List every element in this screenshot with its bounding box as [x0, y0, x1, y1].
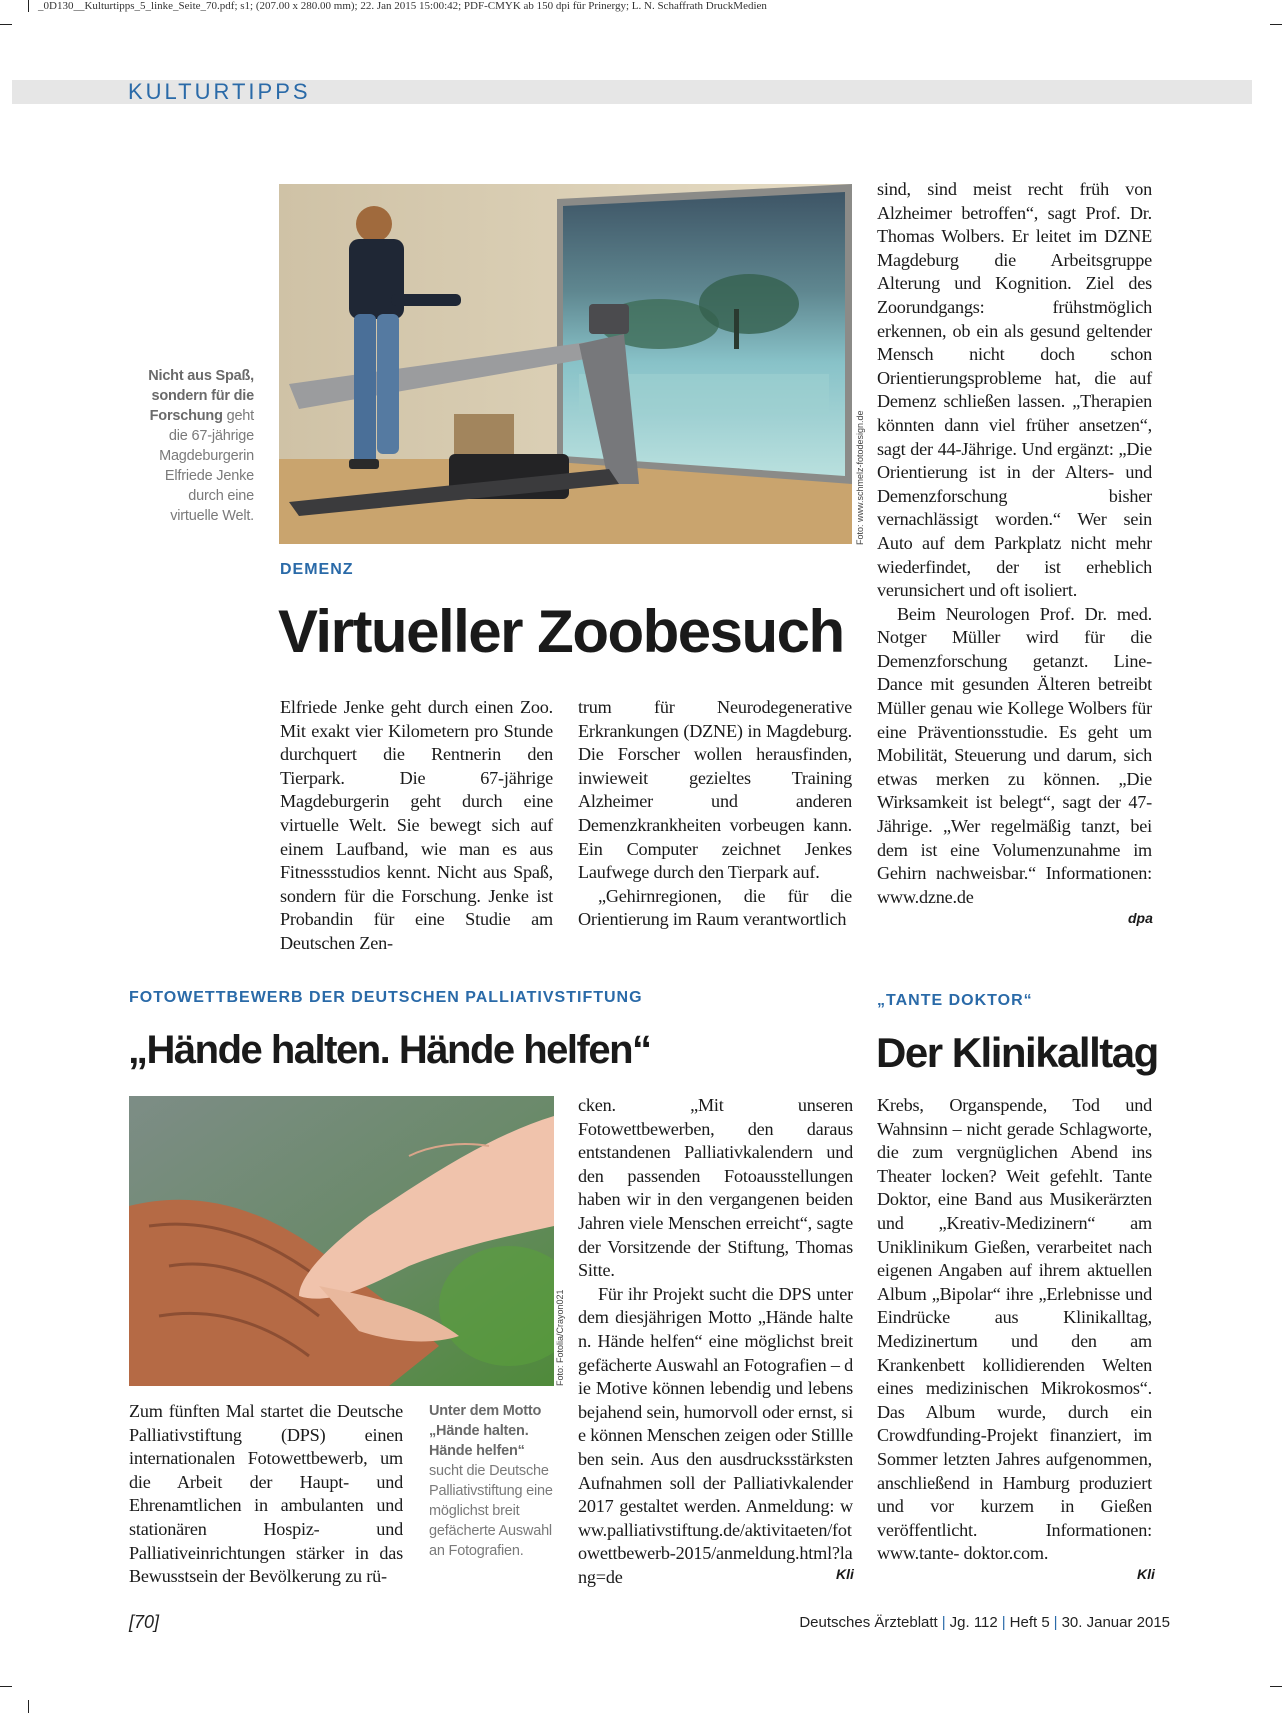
paragraph: „Gehirnregionen, die für die Orientierung im Raum verantwortlich — [578, 885, 852, 930]
article-column — [280, 696, 553, 956]
section-title: KULTURTIPPS — [128, 79, 311, 104]
photo-caption — [140, 366, 254, 526]
article-headline: Der Klinikalltag — [876, 1029, 1158, 1076]
paragraph: Zum fünften Mal startet die Deutsche Palliativstiftung (DPS) einen internationalen Fotowettbewerb, um die Arbeit der Haupt- und Ehrenamtlichen in ambulanten und stationären Hospiz- und Palliativeinrichtungen stärker in das Bewusstsein der Bevölkerung zu rü- — [129, 1401, 403, 1587]
caption-lead: Unter dem Motto „Hände halten. Hände helfen“ — [429, 1403, 542, 1459]
article-column — [877, 178, 1152, 909]
article-kicker: „TANTE DOKTOR“ — [877, 992, 1033, 1009]
article-headline: „Hände halten. Hände helfen“ — [128, 1028, 651, 1072]
paragraph: Beim Neurologen Prof. Dr. med. Notger Müller wird für die Demenzforschung getanzt. Line-Dance mit gesunden Älteren betreibt Müller genau wie Kollege Wolbers für eine Präventionsstudie. Es geht um Mobilität, Steuerung und darum, sich etwas merken zu können. „Die Wirksamkeit ist belegt“, sagt der 47-Jährige. „Wer regelmäßig tanzt, bei dem ist eine Volumenzunahme im Gehirn nachweisbar.“ Informationen: www.dzne.de — [877, 603, 1152, 907]
crop-mark — [1270, 24, 1282, 25]
paragraph: Für ihr Projekt sucht die DPS unter dem diesjährigen Motto „Hände halten. Hände helfen“ eine möglichst breit gefächerte Auswahl an Fotografien – die Motive können lebendig und lebensbejahend sein, humorvoll oder ernst, sie können Menschen zeigen oder Stillleben sein. Aus den ausdrucksstärksten Aufnahmen soll der Palliativkalender 2017 gestaltet werden. Anmeldung: www.palliativstiftung.de/aktivitaeten/fotowettbewerb-2015/anmeldung.html?lang=de — [578, 1283, 853, 1587]
photo-credit: Foto: Fotolia/Crayon021 — [555, 1289, 565, 1386]
photo-credit: Foto: www.schmelz-fotodesign.de — [855, 410, 865, 545]
hands-photo — [129, 1096, 554, 1386]
journal-issue: Heft 5 — [1009, 1614, 1050, 1631]
journal-footer — [799, 1614, 1170, 1631]
journal-date: 30. Januar 2015 — [1061, 1614, 1170, 1631]
crop-mark — [0, 24, 12, 25]
paragraph: cken. „Mit unseren Fotowettbewerben, den daraus entstandenen Palliativkalendern und den passenden Fotoausstellungen haben wir in den vergangenen beiden Jahren viele Menschen erreicht“, sagte der Vorsitzende der Stiftung, Thomas Sitte. — [578, 1095, 853, 1281]
page-number: [70] — [129, 1612, 160, 1632]
paragraph: trum für Neurodegenerative Erkrankungen (DZNE) in Magdeburg. Die Forscher wollen herausfinden, inwieweit gezieltes Training Alzheimer und anderen Demenzkrankheiten vorbeugen kann. Ein Computer zeichnet Jenkes Laufwege durch den Tierpark auf. — [578, 697, 852, 883]
journal-name: Deutsches Ärzteblatt — [799, 1614, 938, 1631]
crop-mark — [1270, 1686, 1282, 1687]
article-headline: Virtueller Zoobesuch — [278, 598, 844, 665]
author-signature: dpa — [1128, 910, 1153, 926]
photo-caption — [429, 1401, 557, 1561]
paragraph: Krebs, Organspende, Tod und Wahnsinn – nicht gerade Schlagworte, die zum vergnüglichen Abend ins Theater locken? Weit gefehlt. Tante Doktor, eine Band aus Musikerärzten und „Kreativ-Medizinern“ am Uniklinikum Gießen, verarbeitet nach eigenen Angaben auf ihrem aktuellen Album „Bipolar“ ihre „Erlebnisse und Eindrücke aus Klinikalltag, Medizinertum und den am Krankenbett kollidierenden Welten eines medizinischen Mikrokosmos“. Das Album wurde, durch ein Crowdfunding-Projekt finanziert, im Sommer letzten Jahres aufgenommen, anschließend in Hamburg produziert und vor kurzem in Gießen veröffentlicht. Informationen: www.tante- doktor.com. — [877, 1095, 1152, 1564]
caption-text: geht die 67-jährige Magdeburgerin Elfriede Jenke durch eine virtuelle Welt. — [159, 408, 254, 524]
caption-text: sucht die Deutsche Palliativstiftung eine möglichst breit gefächerte Auswahl an Fotografien. — [429, 1463, 553, 1559]
divider: | — [1001, 1614, 1006, 1631]
paragraph: sind, sind meist recht früh von Alzheimer betroffen“, sagt Prof. Dr. Thomas Wolbers. Er leitet im DZNE Magdeburg die Arbeitsgruppe Alterung und Kognition. Ziel des Zoorundgangs: frühstmöglich erkennen, ob ein als gesund geltender Mensch nicht doch schon Orientierungsprobleme hat, die auf Demenz schließen lassen. „Therapien könnten dann viel früher ansetzen“, sagt der 44-Jährige. Und ergänzt: „Die Orientierung ist in der Alters- und Demenzforschung bisher vernachlässigt worden.“ Wer sein Auto auf dem Parkplatz nicht mehr wiederfindet, der ist erheblich verunsichert und oft isoliert. — [877, 179, 1152, 601]
print-header: _0D130__Kulturtipps_5_linke_Seite_70.pdf; s1; (207.00 x 280.00 mm); 22. Jan 2015 15:00:42; PDF-CMYK ab 150 dpi für Prinergy; L. N. Schaffrath DruckMedien — [38, 0, 767, 12]
crop-mark — [28, 1700, 29, 1713]
article-kicker: DEMENZ — [280, 561, 354, 578]
article-column — [578, 696, 852, 932]
divider: | — [941, 1614, 946, 1631]
treadmill-photo — [279, 184, 852, 544]
article-column — [129, 1400, 403, 1589]
article-kicker: FOTOWETTBEWERB DER DEUTSCHEN PALLIATIVSTIFTUNG — [129, 989, 643, 1006]
divider: | — [1053, 1614, 1058, 1631]
paragraph: Elfriede Jenke geht durch einen Zoo. Mit exakt vier Kilometern pro Stunde durchquert die Rentnerin den Tierpark. Die 67-jährige Magdeburgerin geht durch eine virtuelle Welt. Sie bewegt sich auf einem Laufband, wie man es aus Fitnessstudios kennt. Nicht aus Spaß, sondern für die Forschung. Jenke ist Probandin für eine Studie am Deutschen Zen- — [280, 697, 553, 953]
article-column — [877, 1094, 1152, 1566]
crop-mark — [0, 1686, 12, 1687]
crop-mark — [28, 0, 29, 12]
article-column — [578, 1094, 853, 1589]
author-signature: Kli — [836, 1566, 854, 1582]
journal-volume: Jg. 112 — [949, 1614, 998, 1631]
author-signature: Kli — [1137, 1566, 1155, 1582]
caption-lead: Nicht aus Spaß, sondern für die Forschung — [148, 368, 254, 424]
